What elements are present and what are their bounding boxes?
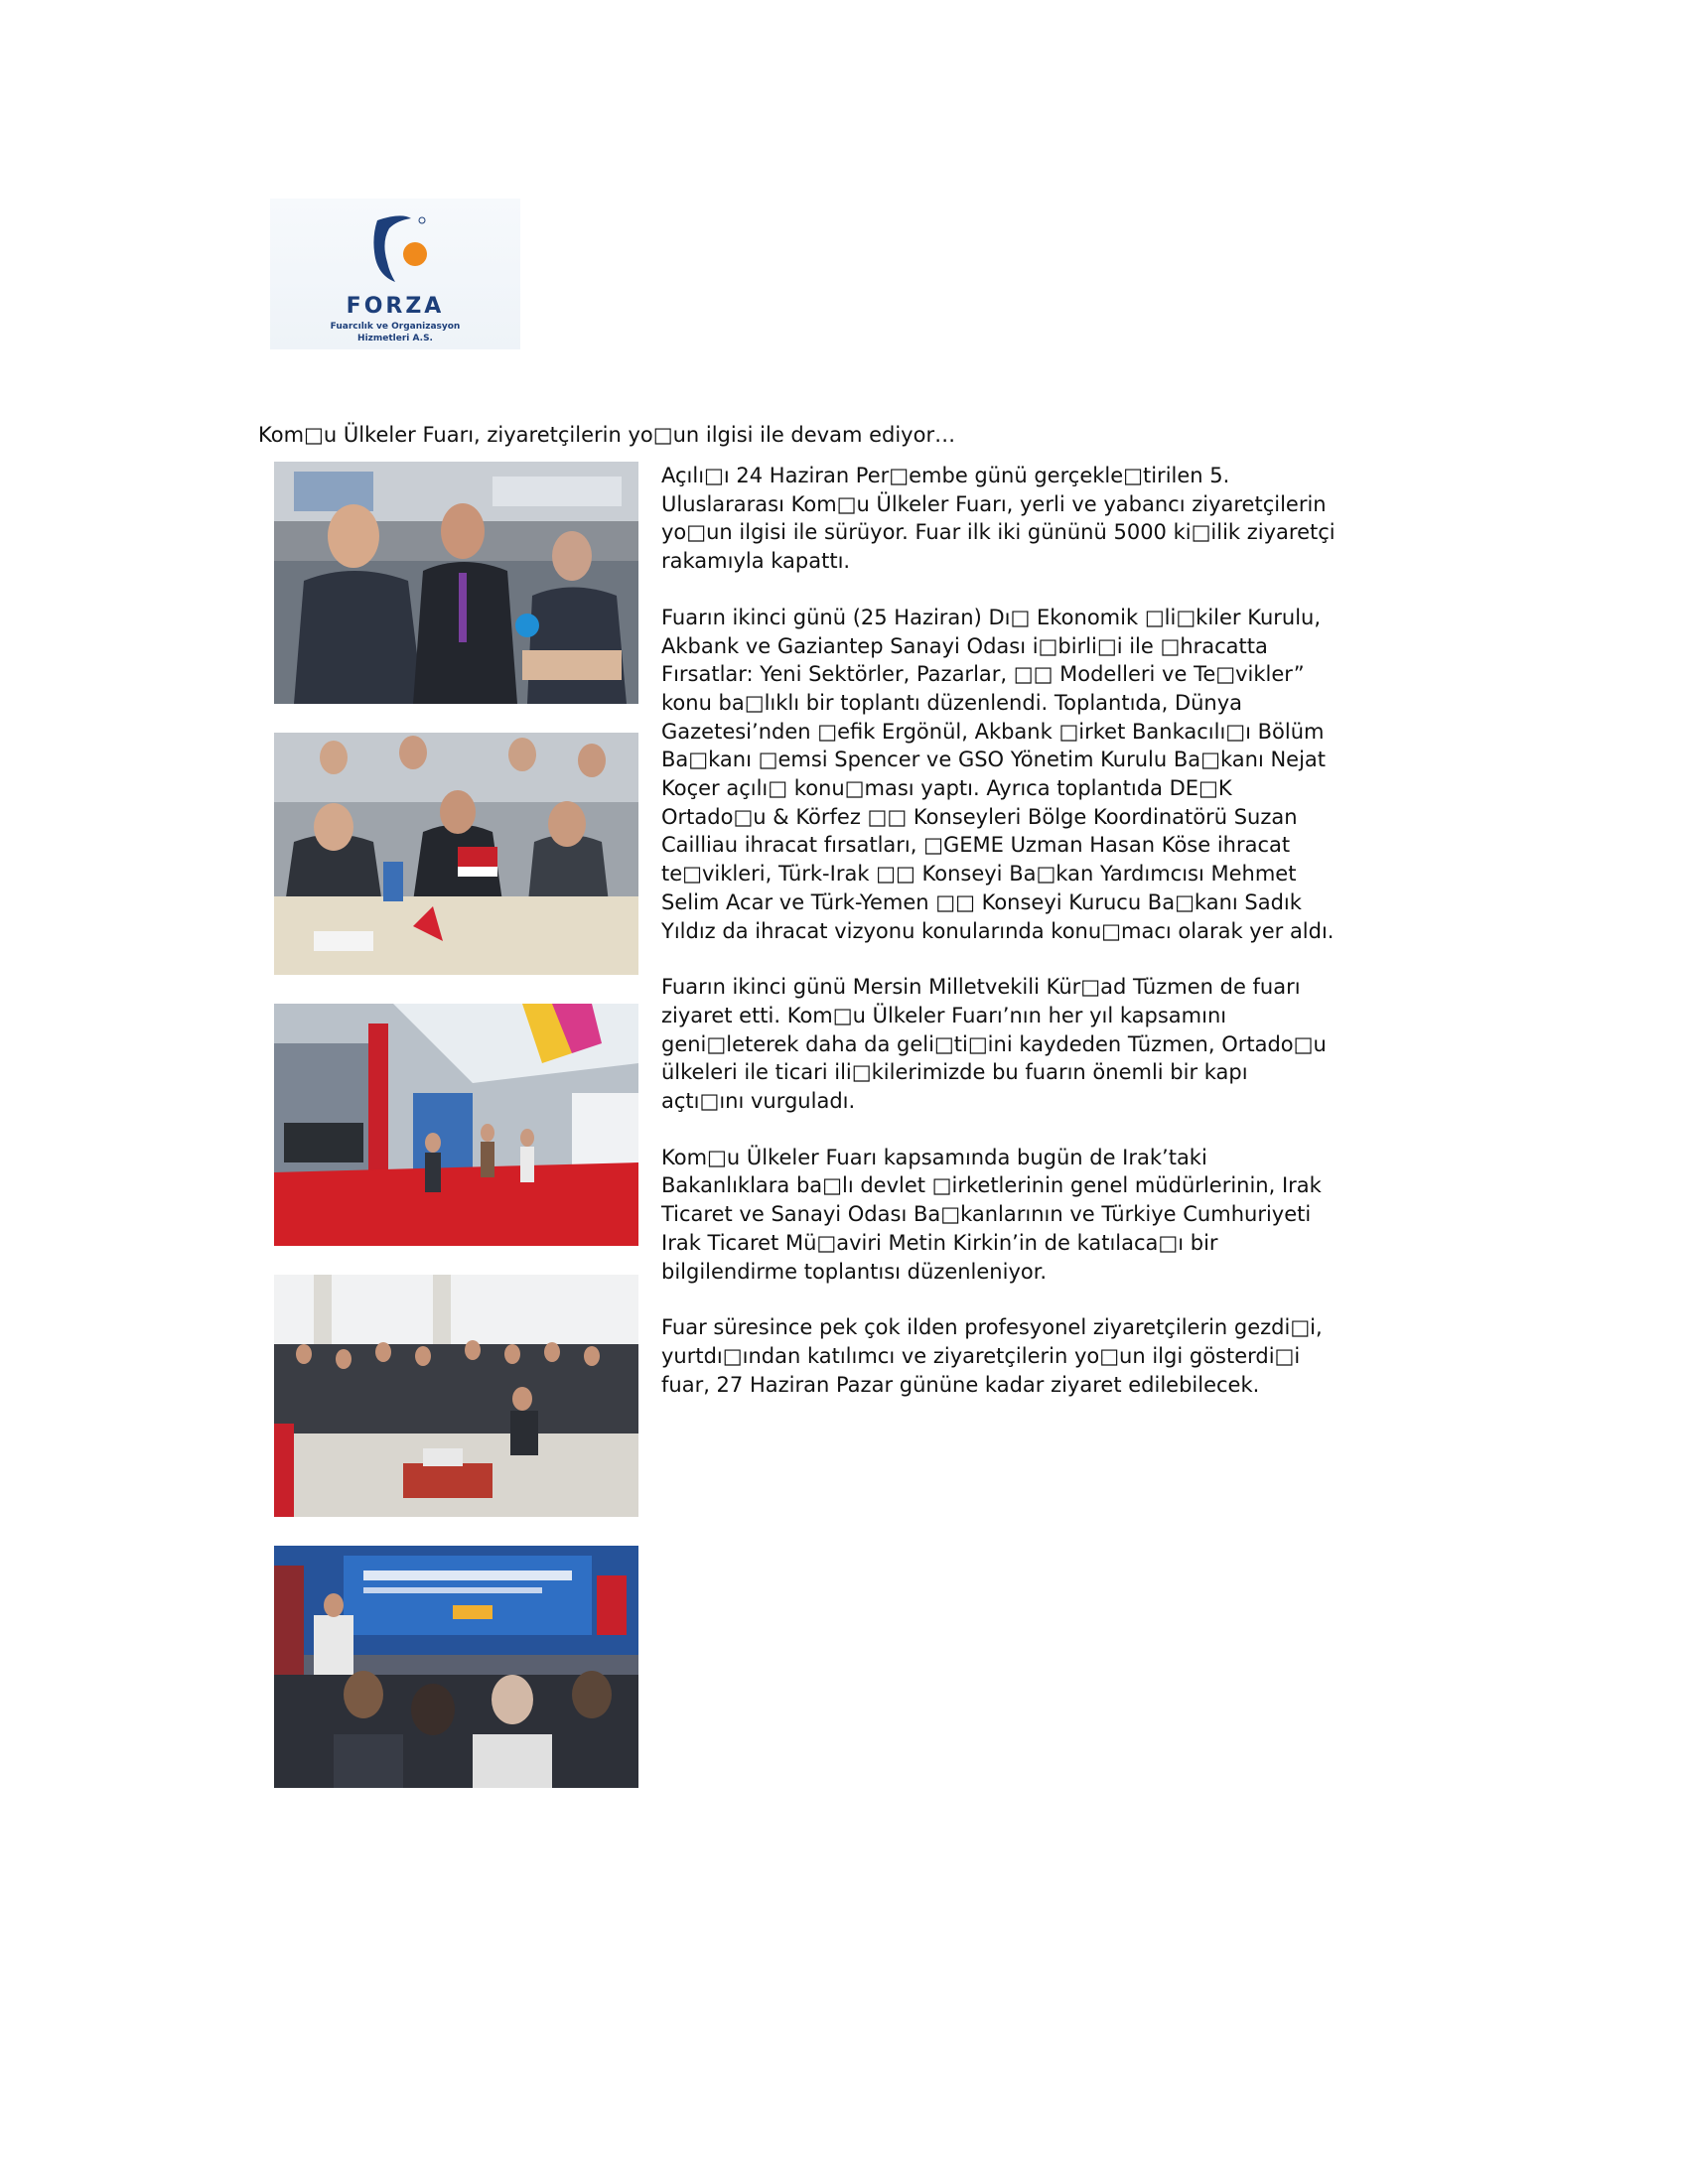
photo-exhibition-hall <box>274 1004 638 1246</box>
article-paragraph-4: Kom□u Ülkeler Fuarı kapsamında bugün de Irak’taki Bakanlıklara ba□lı devlet □irketlerinin genel müdürlerinin, Irak Ticaret ve Sanayi Odası Ba□kanlarının ve Türkiye Cumhuriyeti Irak Ticaret Mü□aviri Metin Kirkin’in de katılaca□ı bir bilgilendirme toplantısı düzenleniyor. <box>661 1145 1322 1284</box>
photo-table-meeting <box>274 733 638 975</box>
article-paragraph-5: Fuar süresince pek çok ilden profesyonel ziyaretçilerin gezdi□i, yurtdı□ından katılımcı ve ziyaretçilerin yo□un ilgi gösterdi□i fuar, 27 Haziran Pazar gününe kadar ziyaret edilebilecek. <box>661 1315 1323 1397</box>
logo-subtitle-line1: Fuarcılık ve Organizasyon <box>330 322 461 332</box>
forza-logo <box>270 199 520 349</box>
article-body <box>661 462 1336 1427</box>
article-paragraph-1: Açılı□ı 24 Haziran Per□embe günü gerçekle□tirilen 5. Uluslararası Kom□u Ülkeler Fuarı, yerli ve yabancı ziyaretçilerin yo□un ilgisi ile sürüyor. Fuar ilk iki gününü 5000 ki□ilik ziyaretçi rakamıyla kapattı. <box>661 464 1336 574</box>
photo-press-interview <box>274 462 638 704</box>
logo-subtitle-line2: Hizmetleri A.S. <box>357 334 433 343</box>
photo-conference-audience <box>274 1275 638 1517</box>
article-paragraph-3: Fuarın ikinci günü Mersin Milletvekili Kür□ad Tüzmen de fuarı ziyaret etti. Kom□u Ülkeler Fuarı’nın her yıl kapsamını geni□leterek daha da geli□ti□ini kaydeden Tüzmen, Ortado□u ülkeleri ile ticari ili□kilerimizde bu fuarın önemli bir kapı açtı□ını vurguladı. <box>661 975 1327 1114</box>
article-headline: Kom□u Ülkeler Fuarı, ziyaretçilerin yo□un ilgisi ile devam ediyor… <box>258 423 956 447</box>
article-paragraph-2: Fuarın ikinci günü (25 Haziran) Dı□ Ekonomik □li□kiler Kurulu, Akbank ve Gaziantep Sanayi Odası i□birli□i ile □hracatta Fırsatlar: Yeni Sektörler, Pazarlar, □□ Modelleri ve Te□vikler” konu ba□lıklı bir toplantı düzenlendi. Toplantıda, Dünya Gazetesi’nden □efik Ergönül, Akbank □irket Bankacılı□ı Bölüm Ba□kanı □emsi Spencer ve GSO Yönetim Kurulu Ba□kanı Nejat Koçer açılı□ konu□ması yaptı. Ayrıca toplantıda DE□K Ortado□u & Körfez □□ Konseyleri Bölge Koordinatörü Suzan Cailliau ihracat fırsatları, □GEME Uzman Hasan Köse ihracat te□vikleri, Türk-Irak □□ Konseyi Ba□kan Yardımcısı Mehmet Selim Acar ve Türk-Yemen □□ Konseyi Kurucu Ba□kanı Sadık Yıldız da ihracat vizyonu konularında konu□macı olarak yer aldı. <box>661 605 1335 943</box>
photo-speaker-podium <box>274 1546 638 1788</box>
logo-wordmark: FORZA <box>346 294 445 319</box>
